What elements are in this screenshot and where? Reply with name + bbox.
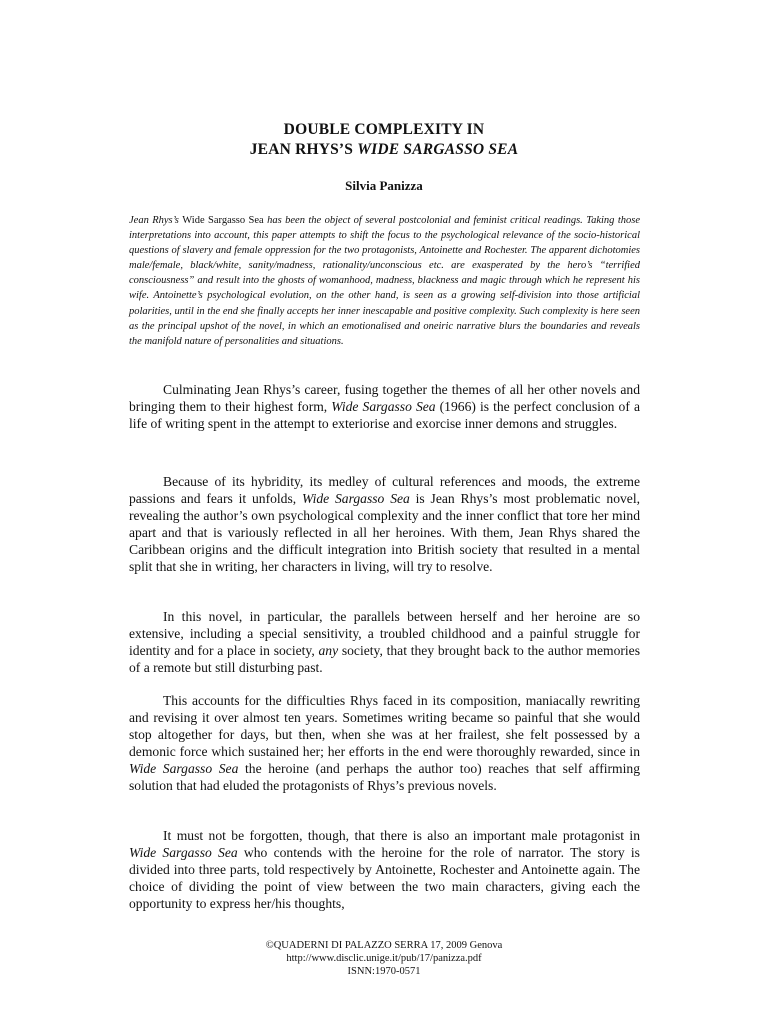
author-name: Silvia Panizza bbox=[345, 178, 423, 193]
body-paragraph-3 bbox=[129, 608, 640, 676]
p4-novel-title: Wide Sargasso Sea bbox=[129, 761, 239, 776]
p5-text-a: It must not be forgotten, though, that there is also an important male protagonist in bbox=[163, 828, 640, 843]
title-novel-name: WIDE SARGASSO SEA bbox=[357, 141, 519, 158]
p2-text-a: Because of its hybridity, its medley of cultural references and moods, the extreme passions and fears it unfolds, bbox=[129, 474, 640, 506]
p2-novel-title: Wide Sargasso Sea bbox=[302, 491, 410, 506]
title-prefix: JEAN RHYS’S bbox=[249, 141, 358, 158]
body-paragraph-4 bbox=[129, 692, 640, 794]
p4-text-c: the heroine (and perhaps the author too) reaches that self affirming solution that had eluded the protagonists of Rhys’s previous novels. bbox=[129, 761, 640, 793]
p2-text-c: is Jean Rhys’s most problematic novel, revealing the author’s own psychological complexity and the inner conflict that tore her mind apart and that is variously reflected in all her heroines. With them, Jean Rhys shared the Caribbean origins and the difficult integration into British society that resulted in a mental split that she in writing, her characters in living, will try to resolve. bbox=[129, 491, 640, 574]
p3-text-a: In this novel, in particular, the parallels between herself and her heroine are so extensive, including a special sensitivity, a troubled childhood and a painful struggle for identity and for a place in society, bbox=[129, 609, 640, 658]
p5-text-c: who contends with the heroine for the role of narrator. The story is divided into three parts, told respectively by Antoinette, Rochester and Antoinette again. The choice of dividing the point of view between the two main characters, giving each the opportunity to express her/his thoughts, bbox=[129, 845, 640, 911]
p1-text-c: (1966) is the perfect conclusion of a life of writing spent in the attempt to exteriorise and exorcise inner demons and struggles. bbox=[129, 399, 640, 431]
footer-copyright: ©QUADERNI DI PALAZZO SERRA 17, 2009 Genova bbox=[265, 940, 503, 951]
title-line-2 bbox=[0, 141, 768, 159]
abstract-part-1: Jean Rhys’s bbox=[129, 215, 183, 226]
p3-text-c: society, that they brought back to the author memories of a remote but still disturbing past. bbox=[129, 643, 640, 675]
footer-url[interactable]: http://www.disclic.unige.it/pub/17/panizza.pdf bbox=[286, 953, 482, 964]
body-paragraph-1 bbox=[129, 381, 640, 432]
body-paragraph-5 bbox=[129, 827, 640, 912]
body-paragraph-2 bbox=[129, 473, 640, 575]
p4-text-a: This accounts for the difficulties Rhys faced in its composition, maniacally rewriting and revising it over almost ten years. Sometimes writing became so painful that she would stop altogether for days, but then, when she was at her frailest, she felt possessed by a demonic force which sustained her; her efforts in the end were thoroughly rewarded, since in bbox=[129, 693, 640, 759]
footer-issn: ISNN:1970-0571 bbox=[347, 966, 421, 977]
p1-text-a: Culminating Jean Rhys’s career, fusing together the themes of all her other novels and bringing them to their highest form, bbox=[129, 382, 640, 414]
abstract bbox=[129, 213, 640, 349]
abstract-part-2: has been the object of several postcolonial and feminist critical readings. Taking those interpretations into account, this paper attempts to shift the focus to the psychological relevance of the socio-historical questions of slavery and female oppression for the two protagonists, Antoinette and Rochester. The apparent dichotomies male/female, black/white, sanity/madness, rationality/unconscious etc. are exasperated by the hero’s “terrified consciousness” and result into the ghosts of womanhood, madness, blackness and magic through which he represent his wife. Antoinette’s psychological evolution, on the other hand, is seen as a growing self-division into those artificial polarities, until in the end she finally accepts her inner inescapable and positive complexity. Such complexity is here seen as the principal upshot of the novel, in which an emotionalised and oneiric narrative blurs the boundaries and reveals the manifold nature of personalities and situations. bbox=[129, 215, 640, 347]
p5-novel-title: Wide Sargasso Sea bbox=[129, 845, 238, 860]
abstract-novel-title: Wide Sargasso Sea bbox=[182, 215, 264, 226]
p1-novel-title: Wide Sargasso Sea bbox=[331, 399, 436, 414]
title-line-1: DOUBLE COMPLEXITY IN bbox=[283, 121, 485, 138]
p3-emphasis: any bbox=[318, 643, 339, 658]
